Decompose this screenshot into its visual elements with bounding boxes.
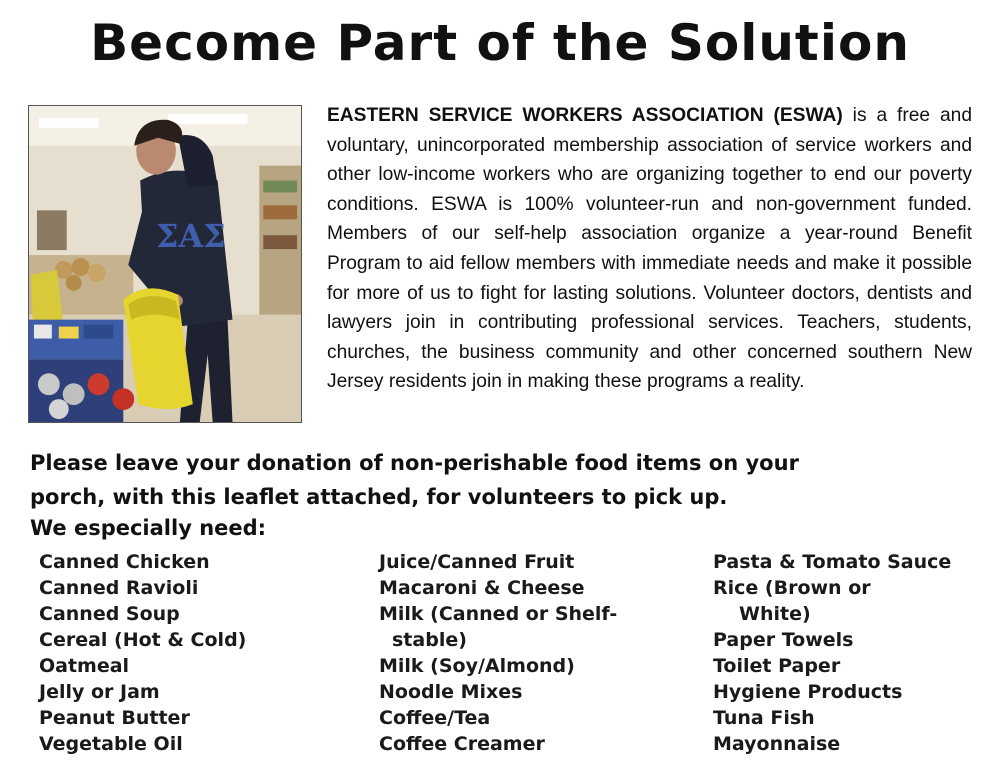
list-item: Vegetable Oil bbox=[39, 733, 183, 755]
list-item: Milk (Canned or Shelf- bbox=[379, 603, 618, 625]
list-item: Juice/Canned Fruit bbox=[379, 551, 575, 573]
donation-line-2: porch, with this leaflet attached, for volunteers to pick up. bbox=[30, 485, 728, 509]
list-item: Mayonnaise bbox=[713, 733, 841, 755]
org-name: EASTERN SERVICE WORKERS ASSOCIATION (ESWA) bbox=[327, 105, 843, 126]
list-item: Noodle Mixes bbox=[379, 681, 523, 703]
list-item: Coffee Creamer bbox=[379, 733, 545, 755]
list-item: Canned Chicken bbox=[39, 551, 210, 573]
list-item: Milk (Soy/Almond) bbox=[379, 655, 575, 677]
list-item: Cereal (Hot & Cold) bbox=[39, 629, 247, 651]
intro-text: is a free and voluntary, unincorporated membership association of service workers and other low-income workers who are organizing together to end our poverty conditions. ESWA is 100% volunteer-run and non-government funded. Members of our self-help association organize a year-round Benefit Program to aid fellow members with immediate needs and make it possible for more of us to fight for lasting solutions. Volunteer doctors, dentists and lawyers join in contributing professional services. Teachers, students, churches, the business community and other concerned southern New Jersey residents join in making these programs a reality. bbox=[327, 105, 972, 393]
intro-paragraph bbox=[327, 101, 972, 397]
volunteer-photo-illustration bbox=[29, 106, 301, 422]
list-item: Oatmeal bbox=[39, 655, 130, 677]
list-item-continuation: White) bbox=[739, 603, 811, 625]
needs-column-2 bbox=[379, 549, 679, 757]
list-item-continuation: stable) bbox=[392, 629, 467, 651]
donation-line-1: Please leave your donation of non-perishable food items on your bbox=[30, 451, 799, 475]
donation-instructions bbox=[30, 446, 990, 514]
list-item: Jelly or Jam bbox=[39, 681, 160, 703]
list-item: Canned Soup bbox=[39, 603, 180, 625]
list-item: Rice (Brown or bbox=[713, 577, 871, 599]
list-item: Tuna Fish bbox=[713, 707, 815, 729]
needs-column-3 bbox=[713, 549, 993, 757]
list-item: Paper Towels bbox=[713, 629, 854, 651]
list-item: Pasta & Tomato Sauce bbox=[713, 551, 952, 573]
list-item: Macaroni & Cheese bbox=[379, 577, 585, 599]
volunteer-photo bbox=[28, 105, 302, 423]
sweatshirt-letters: ΣΑΣ bbox=[156, 218, 226, 256]
needs-column-1 bbox=[39, 549, 339, 757]
needs-heading: We especially need: bbox=[30, 516, 267, 540]
page-title: Become Part of the Solution bbox=[90, 14, 910, 72]
list-item: Coffee/Tea bbox=[379, 707, 491, 729]
list-item: Toilet Paper bbox=[713, 655, 841, 677]
list-item: Hygiene Products bbox=[713, 681, 903, 703]
list-item: Canned Ravioli bbox=[39, 577, 199, 599]
list-item: Peanut Butter bbox=[39, 707, 190, 729]
